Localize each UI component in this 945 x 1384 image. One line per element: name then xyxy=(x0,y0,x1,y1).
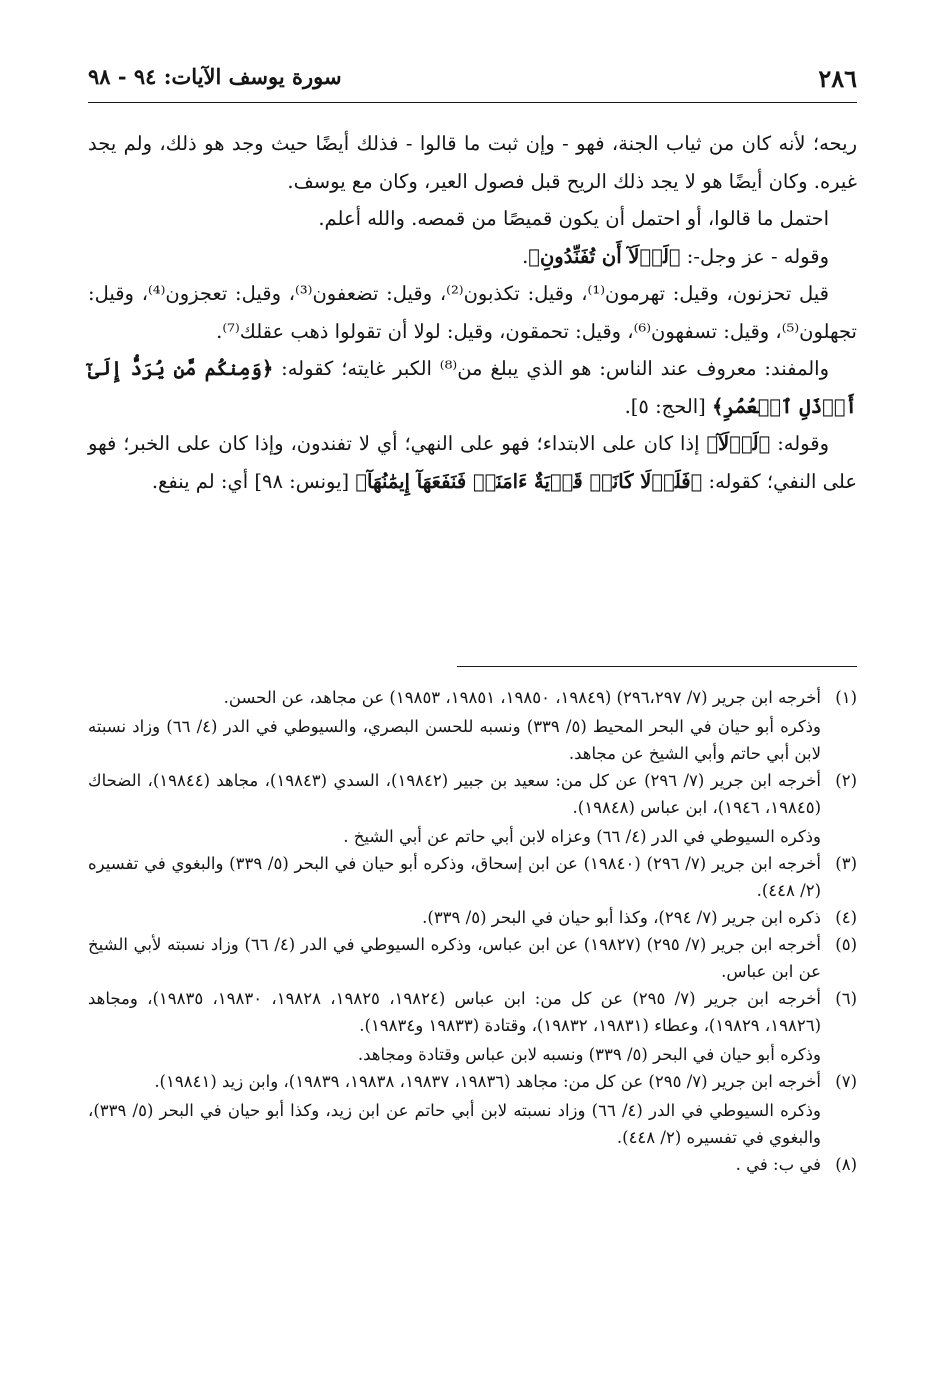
footnote-text: وذكره أبو حيان في البحر المحيط (٥/ ٣٣٩) ونسبه للحسن البصري، والسيوطي في الدر (٤/ ٦٦) وزاد نسبته لابن أبي حاتم وأبي الشيخ عن مجاهد. xyxy=(88,717,821,763)
paragraph-3-text: وقوله - عز وجل-: xyxy=(680,244,829,268)
quran-verse: ﴿فَلَوۡلَا كَانَتۡ قَرۡيَةٌ ءَامَنَتۡ فَنَفَعَهَآ إِيمَٰنُهَآ﴾ xyxy=(355,469,703,493)
footnote-text: ذكره ابن جرير (٧/ ٢٩٤)، وكذا أبو حيان في البحر (٥/ ٣٣٩). xyxy=(422,908,821,927)
paragraph-5 xyxy=(88,350,857,425)
footnote xyxy=(88,767,857,850)
running-title: سورة يوسف الآيات: ٩٤ - ٩٨ xyxy=(88,64,342,89)
footnote xyxy=(88,1151,857,1178)
footnote-text: أخرجه ابن جرير (٧/ ٢٩٦) عن كل من: سعيد بن جبير (١٩٨٤٢)، السدي (١٩٨٤٣)، مجاهد (١٩٨٤٤)، الضحاك (١٩٨٤٥، ١٩٤٦)، ابن عباس (١٩٨٤٨). xyxy=(88,771,821,817)
footnotes xyxy=(88,684,857,1178)
paragraph-6-text: وقوله: xyxy=(770,432,829,455)
main-text xyxy=(88,125,857,500)
footnote-text: أخرجه ابن جرير (٧/ ٢٩٦،٢٩٧) (١٩٨٤٩، ١٩٨٥٠، ١٩٨٥١، ١٩٨٥٣) عن مجاهد، عن الحسن. xyxy=(223,688,821,707)
footnote xyxy=(88,904,857,931)
quran-verse: ﴿وَمِنكُم مَّن يُرَدُّ إِلَىٰٓ أَرۡذَلِ ٱلۡعُمُرِ﴾ xyxy=(88,357,857,418)
paragraph-6-citation: [يونس: ٩٨] أي: لم ينفع. xyxy=(151,469,356,493)
footnote-number: (٣) xyxy=(835,854,857,873)
paragraph-3-end: . xyxy=(522,244,529,268)
footnote-text: في ب: في . xyxy=(735,1155,821,1174)
footnote xyxy=(88,985,857,1068)
footnote-number: (٨) xyxy=(835,1155,857,1174)
page-number: ٢٨٦ xyxy=(818,64,857,93)
paragraph-3 xyxy=(88,238,857,276)
footnote-number: (٧) xyxy=(835,1072,857,1091)
quran-verse: ﴿لَوۡلَآ أَن تُفَنِّدُونِ﴾ xyxy=(528,244,681,268)
footnote-text: أخرجه ابن جرير (٧/ ٢٩٦) (١٩٨٤٠) عن ابن إسحاق، وذكره أبو حيان في البحر (٥/ ٣٣٩) والبغوي في تفسيره (٢/ ٤٤٨). xyxy=(88,854,822,900)
footnote-text: وذكره السيوطي في الدر (٤/ ٦٦) وعزاه لابن أبي حاتم عن أبي الشيخ . xyxy=(343,827,821,846)
paragraph-6 xyxy=(88,425,857,500)
footnote xyxy=(88,850,857,904)
paragraph-2: احتمل ما قالوا، أو احتمل أن يكون قميصًا من قمصه. والله أعلم. xyxy=(318,207,829,230)
paragraph-4: قيل تحزنون، وقيل: تهرمون⁽¹⁾، وقيل: تكذبون⁽²⁾، وقيل: تضعفون⁽³⁾، وقيل: تعجزون⁽⁴⁾، وقيل: تجهلون⁽⁵⁾، وقيل: تسفهون⁽⁶⁾، وقيل: تحمقون، وقيل: لولا أن تقولوا ذهب عقلك⁽⁷⁾. xyxy=(88,282,857,343)
footnote xyxy=(88,931,857,985)
paragraph-6-text-mid: إذا كان على الابتداء؛ فهو على النهي؛ أي لا تفندون، وإذا كان على الخبر؛ فهو على النفي؛ كقوله: xyxy=(88,432,857,493)
footnote-text: أخرجه ابن جرير (٧/ ٢٩٥) (١٩٨٢٧) عن ابن عباس، وذكره السيوطي في الدر (٤/ ٦٦) وزاد نسبته لأبي الشيخ عن ابن عباس. xyxy=(88,935,822,981)
footnote-number: (٤) xyxy=(835,908,857,927)
footnote-separator xyxy=(457,666,857,667)
footnote xyxy=(88,684,857,767)
footnote-text: أخرجه ابن جرير (٧/ ٢٩٥) عن كل من: مجاهد (١٩٨٣٦، ١٩٨٣٧، ١٩٨٣٨، ١٩٨٣٩)، وابن زيد (١٩٨٤١). xyxy=(154,1072,821,1091)
paragraph-5-citation: [الحج: ٥]. xyxy=(624,394,712,418)
footnote-text: وذكره السيوطي في الدر (٤/ ٦٦) وزاد نسبته لابن أبي حاتم عن ابن زيد، وكذا أبو حيان في البحر (٥/ ٣٣٩)، والبغوي في تفسيره (٢/ ٤٤٨). xyxy=(88,1101,821,1147)
footnote-number: (١) xyxy=(835,688,857,707)
footnote-number: (٢) xyxy=(835,771,857,790)
footnote-number: (٦) xyxy=(835,989,857,1008)
paragraph-5-text: والمفند: معروف عند الناس: هو الذي يبلغ من⁽⁸⁾ الكبر غايته؛ كقوله: xyxy=(273,357,829,380)
quran-verse: ﴿لَوۡلَآ﴾ xyxy=(706,432,771,455)
page-header xyxy=(88,62,857,103)
footnote-text: وذكره أبو حيان في البحر (٥/ ٣٣٩) ونسبه لابن عباس وقتادة ومجاهد. xyxy=(357,1045,821,1064)
footnote-text: أخرجه ابن جرير (٧/ ٢٩٥) عن كل من: ابن عباس (١٩٨٢٤، ١٩٨٢٥، ١٩٨٢٨، ١٩٨٣٠، ١٩٨٣٥)، ومجاهد (١٩٨٢٦، ١٩٨٢٩)، وعطاء (١٩٨٣١، ١٩٨٣٢)، وقتادة (١٩٨٣٣ و١٩٨٣٤). xyxy=(88,989,821,1035)
paragraph-1: ريحه؛ لأنه كان من ثياب الجنة، فهو - وإن ثبت ما قالوا - فذلك أيضًا حيث وجد هو ذلك، ولم يجد غيره. وكان أيضًا هو لا يجد ذلك الريح قبل فصول العير، وكان مع يوسف. xyxy=(88,132,857,193)
footnote xyxy=(88,1068,857,1151)
footnote-number: (٥) xyxy=(835,935,857,954)
